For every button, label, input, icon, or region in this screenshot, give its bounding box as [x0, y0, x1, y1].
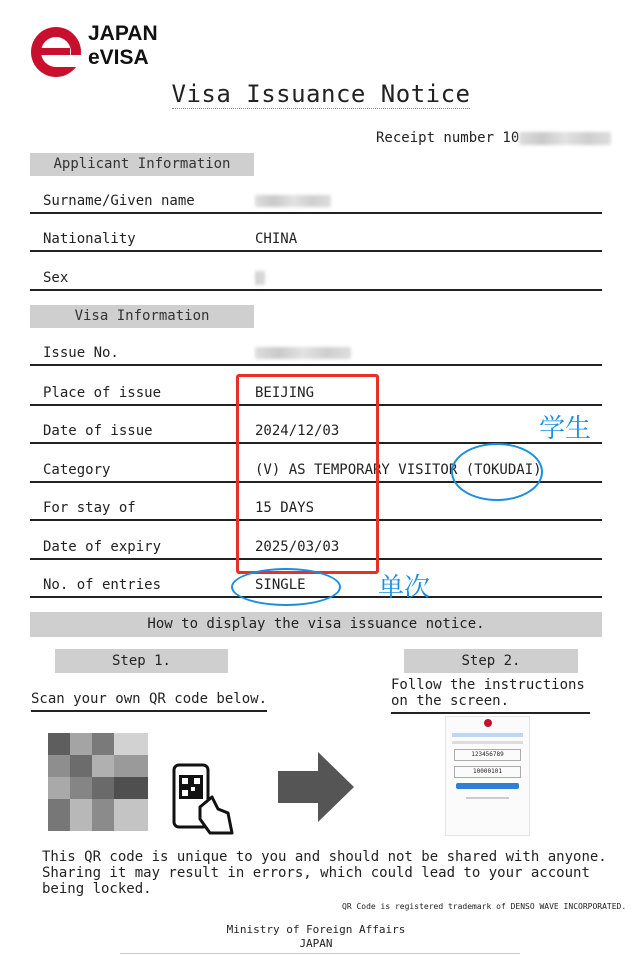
row-surname: Surname/Given name [30, 178, 602, 214]
logo-wordmark [88, 22, 158, 70]
redacted-receipt [519, 132, 611, 145]
receipt-number: Receipt number 10 [376, 130, 611, 146]
qr-warning: This QR code is unique to you and should not be shared with anyone. Sharing it may result in errors, which could lead to your account being locked. [42, 849, 607, 897]
row-category: Category (V) AS TEMPORARY VISITOR (TOKUDAI) [30, 447, 602, 483]
qr-trademark: QR Code is registered trademark of DENSO WAVE INCORPORATED. [342, 902, 627, 911]
row-sex: Sex [30, 255, 602, 291]
step1-text: Scan your own QR code below. [31, 691, 267, 712]
arrow-right-icon [278, 752, 354, 822]
row-entries: No. of entries SINGLE [30, 562, 602, 598]
visa-section-header: Visa Information [30, 305, 254, 328]
howto-header: How to display the visa issuance notice. [30, 612, 602, 637]
qr-code-redacted [48, 733, 148, 831]
bottom-divider [120, 953, 520, 954]
logo-line2: eVISA [88, 46, 149, 69]
row-issue-no: Issue No. [30, 330, 602, 366]
row-date-of-issue: Date of issue 2024/12/03 [30, 408, 602, 444]
red-highlight-box [236, 374, 379, 574]
step1-label: Step 1. [55, 649, 228, 673]
row-place-of-issue: Place of issue BEIJING [30, 370, 602, 406]
redacted-sex [255, 271, 265, 285]
page-title: Visa Issuance Notice [171, 80, 471, 108]
single-circle [231, 568, 341, 606]
row-nationality: Nationality CHINA [30, 216, 602, 252]
annotation-single: 单次 [378, 573, 431, 603]
step2-text: Follow the instructions on the screen. [391, 677, 590, 714]
logo-line1: JAPAN [88, 22, 158, 45]
mini-logo-icon [484, 719, 492, 727]
mini-code2: 10000101 [454, 766, 521, 778]
phone-screen-preview [445, 716, 530, 836]
mini-code1: 123456789 [454, 749, 521, 761]
phone-scan-icon [172, 763, 234, 835]
redacted-issue-no [255, 347, 351, 359]
issuer: Ministry of Foreign Affairs JAPAN [226, 923, 406, 950]
applicant-section-header: Applicant Information [30, 153, 254, 176]
redacted-name [255, 195, 331, 207]
japan-evisa-logo-icon [30, 26, 82, 78]
row-for-stay-of: For stay of 15 DAYS [30, 485, 602, 521]
step2-label: Step 2. [404, 649, 578, 673]
tokudai-circle [451, 443, 543, 501]
row-date-of-expiry: Date of expiry 2025/03/03 [30, 524, 602, 560]
annotation-student: 学生 [539, 414, 592, 444]
mini-button [456, 783, 519, 789]
